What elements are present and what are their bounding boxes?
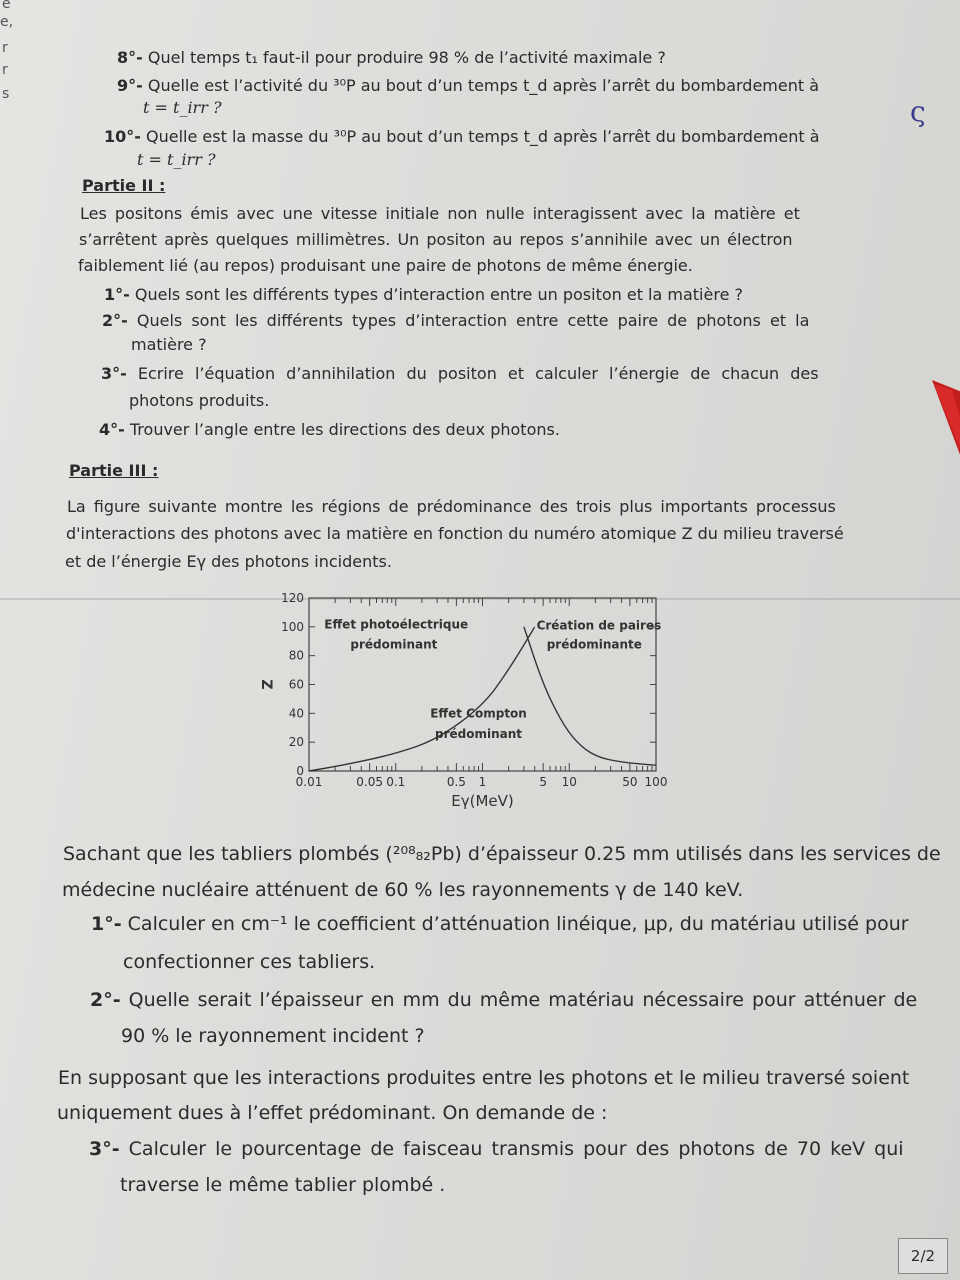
x-tick-label: 0.01: [295, 775, 323, 789]
partie-2-question-1: 1°- Quels sont les différents types d’interaction entre un positon et la matière ?: [104, 285, 743, 304]
annotation-photo-line2: prédominant: [350, 637, 438, 652]
handwritten-mark: ς: [910, 95, 926, 128]
y-tick-label: 0: [296, 764, 304, 778]
partie-3-para2-line: uniquement dues à l’effet prédominant. On demande de :: [57, 1102, 608, 1124]
y-tick-label: 20: [288, 735, 304, 750]
partie-3-question-1: 1°- Calculer en cm⁻¹ le coefficient d’atténuation linéique, μp, du matériau utilisé pour: [91, 913, 909, 935]
question-10: 10°- Quelle est la masse du ³⁰P au bout d’un temps t_d après l’arrêt du bombardement à: [104, 127, 820, 146]
y-tick-label: 100: [281, 619, 304, 634]
x-tick-label: 50: [622, 775, 638, 789]
partie-3-intro-line: et de l’énergie Eγ des photons incidents.: [65, 552, 392, 571]
partie-2-intro-line: s’arrêtent après quelques millimètres. Un positon au repos s’annihile avec un électron: [79, 230, 793, 249]
x-tick-label: 0.1: [386, 775, 406, 789]
partie-3-question-3-cont: traverse le même tablier plombé .: [120, 1174, 446, 1196]
x-tick-label: 0.05: [356, 775, 383, 789]
partie-3-question-2: 2°- Quelle serait l’épaisseur en mm du même matériau nécessaire pour atténuer de: [90, 989, 918, 1011]
partie-3-para1-line: médecine nucléaire atténuent de 60 % les rayonnements γ de 140 keV.: [62, 879, 744, 901]
x-tick-label: 0.5: [446, 775, 466, 789]
margin-fragment: e,: [0, 14, 14, 30]
x-tick-label: 10: [561, 775, 577, 789]
question-10-cont: t = t_irr ?: [137, 150, 216, 169]
x-axis-label: Eγ(MeV): [451, 792, 514, 810]
x-tick-label: 5: [539, 775, 547, 789]
partie-3-intro-line: d'interactions des photons avec la matière en fonction du numéro atomique Z du milieu traversé: [66, 524, 844, 543]
question-9: 9°- Quelle est l’activité du ³⁰P au bout d’un temps t_d après l’arrêt du bombardement à: [117, 76, 820, 95]
page-number: 2/2: [898, 1238, 948, 1274]
partie-2-intro-line: faiblement lié (au repos) produisant une paire de photons de même énergie.: [78, 256, 693, 275]
annotation-pair-line2: prédominante: [546, 637, 642, 652]
annotation-compton-line2: prédominant: [435, 726, 523, 741]
annotation-compton-line1: Effet Compton: [430, 706, 527, 721]
partie-3-para2-line: En supposant que les interactions produites entre les photons et le milieu traversé soient: [58, 1067, 910, 1089]
partie-2-question-2-cont: matière ?: [131, 335, 207, 354]
y-axis-label: Z: [258, 679, 274, 690]
margin-fragment: r: [2, 62, 8, 78]
annotation-photo-line1: Effet photoélectrique: [324, 617, 469, 632]
y-tick-label: 120: [281, 591, 304, 605]
partie-2-title: Partie II :: [82, 176, 166, 195]
annotation-pair-line1: Création de paires: [536, 618, 662, 633]
red-pen-icon: [922, 380, 960, 460]
partie-3-question-3: 3°- Calculer le pourcentage de faisceau transmis pour des photons de 70 keV qui: [89, 1138, 904, 1160]
partie-2-intro-line: Les positons émis avec une vitesse initiale non nulle interagissent avec la matière et: [80, 204, 800, 223]
partie-2-question-3-cont: photons produits.: [129, 391, 270, 410]
interaction-chart: [250, 578, 690, 813]
margin-fragment: e: [2, 0, 11, 12]
partie-3-question-1-cont: confectionner ces tabliers.: [123, 951, 376, 973]
partie-2-question-3: 3°- Ecrire l’équation d’annihilation du positon et calculer l’énergie de chacun des: [101, 364, 819, 383]
question-9-cont: t = t_irr ?: [143, 98, 222, 117]
question-8: 8°- Quel temps t₁ faut-il pour produire 98 % de l’activité maximale ?: [117, 48, 666, 67]
partie-3-question-2-cont: 90 % le rayonnement incident ?: [121, 1025, 425, 1047]
partie-3-intro-line: La figure suivante montre les régions de prédominance des trois plus importants processus: [67, 497, 836, 516]
margin-fragment: r: [2, 40, 8, 56]
y-tick-label: 60: [288, 677, 304, 692]
x-tick-label: 1: [478, 775, 487, 789]
partie-2-question-4: 4°- Trouver l’angle entre les directions des deux photons.: [99, 420, 560, 439]
y-tick-label: 80: [288, 648, 304, 663]
margin-fragment: s: [2, 86, 10, 102]
partie-2-question-2: 2°- Quels sont les différents types d’interaction entre cette paire de photons et la: [102, 311, 810, 330]
x-tick-label: 100: [644, 775, 668, 789]
partie-3-para1-line: Sachant que les tabliers plombés (²⁰⁸₈₂Pb) d’épaisseur 0.25 mm utilisés dans les services de: [63, 843, 941, 865]
partie-3-title: Partie III :: [69, 461, 159, 480]
y-tick-label: 40: [288, 706, 304, 721]
